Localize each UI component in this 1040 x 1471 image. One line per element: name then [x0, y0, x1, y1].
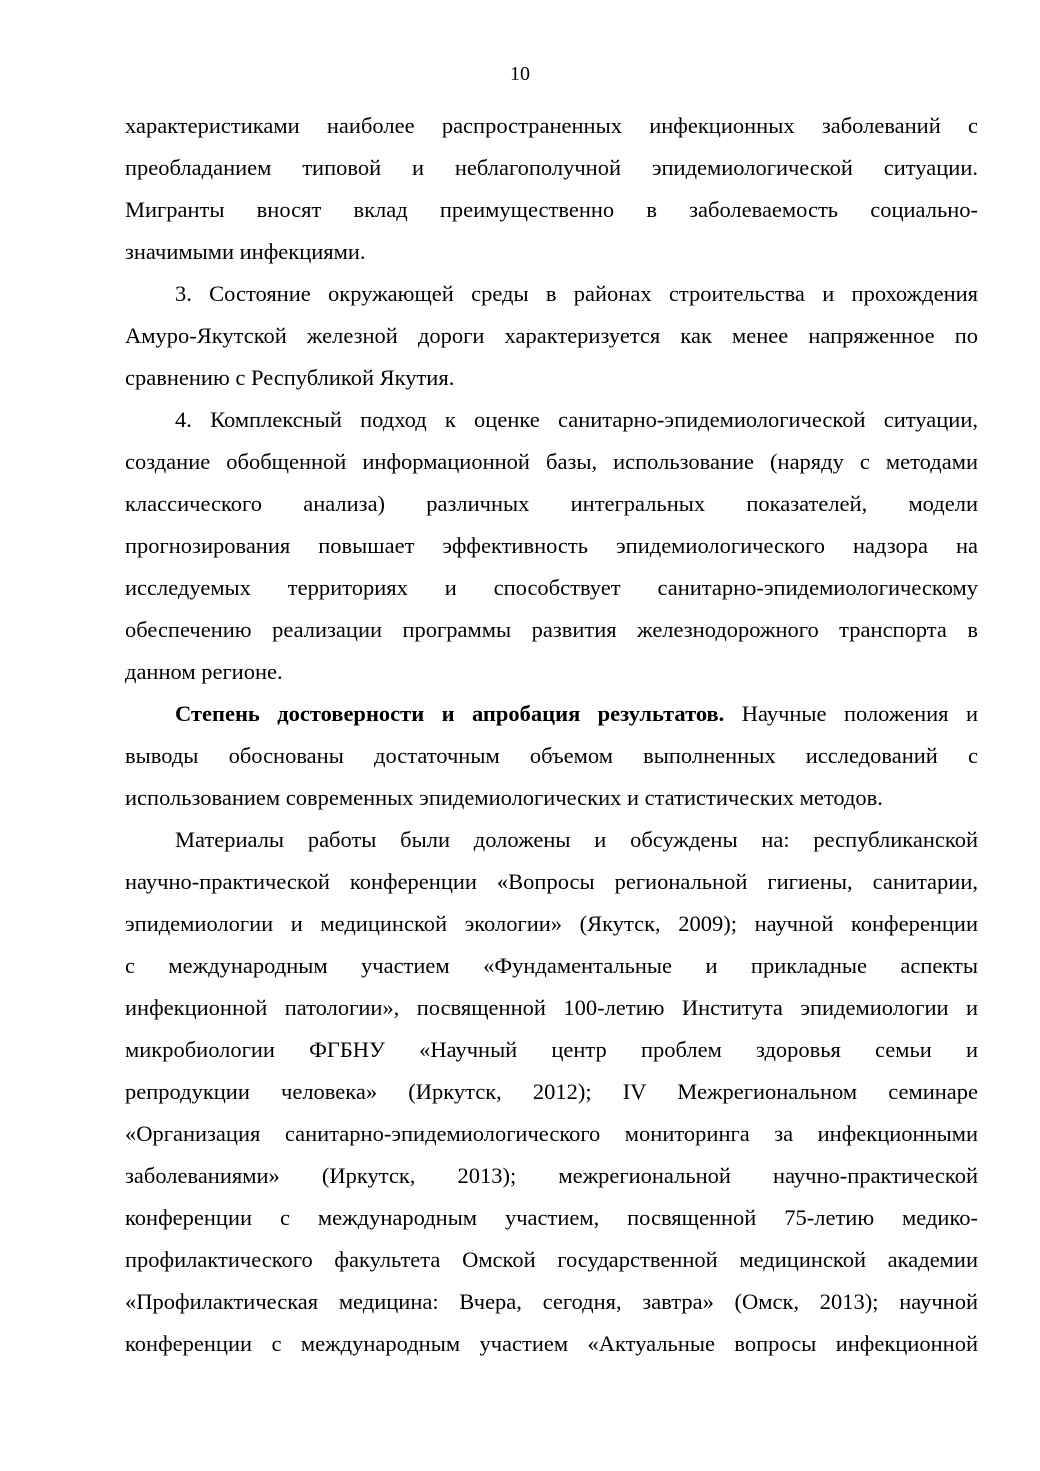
text-line: репродукции человека» (Иркутск, 2012); IV Межрегиональном семинаре — [125, 1079, 978, 1104]
paragraph-4 — [125, 693, 978, 819]
text-line: Мигранты вносят вклад преимущественно в заболеваемость социально- — [125, 197, 978, 222]
text-line: преобладанием типовой и неблагополучной эпидемиологической ситуации. — [125, 155, 978, 180]
text-line: характеристиками наиболее распространенных инфекционных заболеваний с — [125, 113, 978, 138]
text-line: научно-практической конференции «Вопросы региональной гигиены, санитарии, — [125, 869, 978, 894]
section-heading-inline: Степень достоверности и апробация результатов. — [175, 701, 725, 726]
text-line: прогнозирования повышает эффективность эпидемиологического надзора на — [125, 533, 978, 558]
text-line: обеспечению реализации программы развития железнодорожного транспорта в — [125, 617, 978, 642]
text-line: конференции с международным участием «Актуальные вопросы инфекционной — [125, 1331, 978, 1356]
text-line: заболеваниями» (Иркутск, 2013); межрегиональной научно-практической — [125, 1163, 978, 1188]
text-line: классического анализа) различных интегральных показателей, модели — [125, 491, 978, 516]
text-line: Амуро-Якутской железной дороги характеризуется как менее напряженное по — [125, 323, 978, 348]
text-line: исследуемых территориях и способствует санитарно-эпидемиологическому — [125, 575, 978, 600]
paragraph-5 — [125, 819, 978, 1365]
text-line: конференции с международным участием, посвященной 75-летию медико- — [125, 1205, 978, 1230]
text-line: инфекционной патологии», посвященной 100-летию Института эпидемиологии и — [125, 995, 978, 1020]
text-line: Материалы работы были доложены и обсуждены на: республиканской — [175, 827, 978, 852]
document-body — [125, 105, 978, 1365]
paragraph-3 — [125, 399, 978, 693]
text-line: 4. Комплексный подход к оценке санитарно-эпидемиологической ситуации, — [175, 407, 978, 432]
text-line: «Профилактическая медицина: Вчера, сегодня, завтра» (Омск, 2013); научной — [125, 1289, 978, 1314]
text-line: 3. Состояние окружающей среды в районах строительства и прохождения — [175, 281, 978, 306]
page-number: 10 — [510, 63, 530, 85]
text-line: сравнению с Республикой Якутия. — [125, 365, 455, 390]
text-line: эпидемиологии и медицинской экологии» (Якутск, 2009); научной конференции — [125, 911, 978, 936]
paragraph-2 — [125, 273, 978, 399]
text-line: «Организация санитарно-эпидемиологического мониторинга за инфекционными — [125, 1121, 978, 1146]
text-line: создание обобщенной информационной базы, использование (наряду с методами — [125, 449, 978, 474]
text-run: Научные положения и — [724, 701, 978, 726]
text-line — [125, 693, 978, 735]
text-line: с международным участием «Фундаментальные и прикладные аспекты — [125, 953, 978, 978]
paragraph-1 — [125, 105, 978, 273]
text-line: выводы обоснованы достаточным объемом выполненных исследований с — [125, 743, 978, 768]
text-line: значимыми инфекциями. — [125, 239, 366, 264]
text-line: использованием современных эпидемиологических и статистических методов. — [125, 785, 883, 810]
text-line: микробиологии ФГБНУ «Научный центр проблем здоровья семьи и — [125, 1037, 978, 1062]
text-line: данном регионе. — [125, 659, 283, 684]
text-line: профилактического факультета Омской государственной медицинской академии — [125, 1247, 978, 1272]
